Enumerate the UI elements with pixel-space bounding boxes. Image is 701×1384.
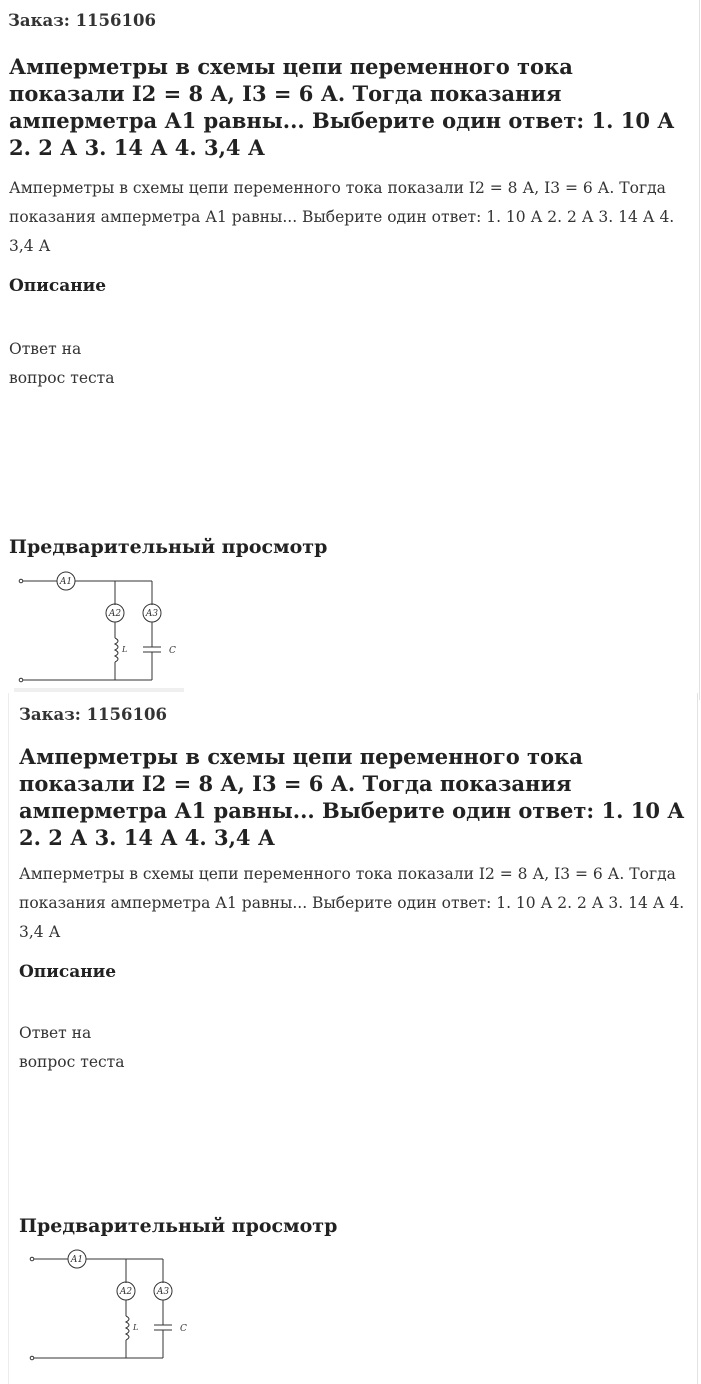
terminal-top xyxy=(30,1257,34,1261)
c-label: C xyxy=(169,646,176,656)
a1-label: A1 xyxy=(70,1255,84,1265)
question-text: Амперметры в схемы цепи переменного тока показали I2 = 8 А, I3 = 6 А. Тогда показания амперметра А1 равны... Выберите один ответ: 1. 10 А 2. 2 А 3. 14 А 4. 3,4 А xyxy=(19,865,685,941)
document-page-2 xyxy=(8,693,698,1384)
inductor-symbol xyxy=(115,638,118,662)
circuit-preview xyxy=(23,1246,198,1366)
question-title: Амперметры в схемы цепи переменного тока показали I2 = 8 А, I3 = 6 А. Тогда показания амперметра А1 равны... Выберите один ответ: 1. 10 А 2. 2 А 3. 14 А 4. 3,4 А xyxy=(19,744,685,850)
circuit-preview xyxy=(12,568,187,688)
a3-label: A3 xyxy=(145,609,159,619)
a2-label: A2 xyxy=(119,1287,133,1297)
c-label: C xyxy=(180,1324,187,1334)
answer-line-1: Ответ на xyxy=(19,1024,92,1042)
question-title: Амперметры в схемы цепи переменного тока показали I2 = 8 А, I3 = 6 А. Тогда показания амперметра А1 равны... Выберите один ответ: 1. 10 А 2. 2 А 3. 14 А 4. 3,4 А xyxy=(9,54,675,160)
answer-line-2: вопрос теста xyxy=(9,369,115,387)
question-text: Амперметры в схемы цепи переменного тока показали I2 = 8 А, I3 = 6 А. Тогда показания амперметра А1 равны... Выберите один ответ: 1. 10 А 2. 2 А 3. 14 А 4. 3,4 А xyxy=(9,179,675,255)
l-label: L xyxy=(122,645,128,654)
a1-label: A1 xyxy=(59,577,73,587)
a3-label: A3 xyxy=(156,1287,170,1297)
terminal-bottom xyxy=(19,678,23,682)
preview-divider xyxy=(14,688,184,692)
terminal-top xyxy=(19,579,23,583)
inductor-symbol xyxy=(126,1316,129,1340)
answer-text xyxy=(9,335,115,393)
order-number: Заказ: 1156106 xyxy=(8,11,156,30)
answer-line-2: вопрос теста xyxy=(19,1053,125,1071)
order-number: Заказ: 1156106 xyxy=(19,705,167,724)
a2-label: A2 xyxy=(108,609,122,619)
preview-heading: Предварительный просмотр xyxy=(9,536,328,558)
circuit-diagram xyxy=(12,568,187,688)
answer-text xyxy=(19,1019,125,1077)
description-heading: Описание xyxy=(9,276,107,296)
description-heading: Описание xyxy=(19,962,117,982)
terminal-bottom xyxy=(30,1356,34,1360)
l-label: L xyxy=(133,1323,139,1332)
answer-line-1: Ответ на xyxy=(9,340,82,358)
preview-heading: Предварительный просмотр xyxy=(19,1215,338,1237)
circuit-diagram xyxy=(23,1246,198,1366)
